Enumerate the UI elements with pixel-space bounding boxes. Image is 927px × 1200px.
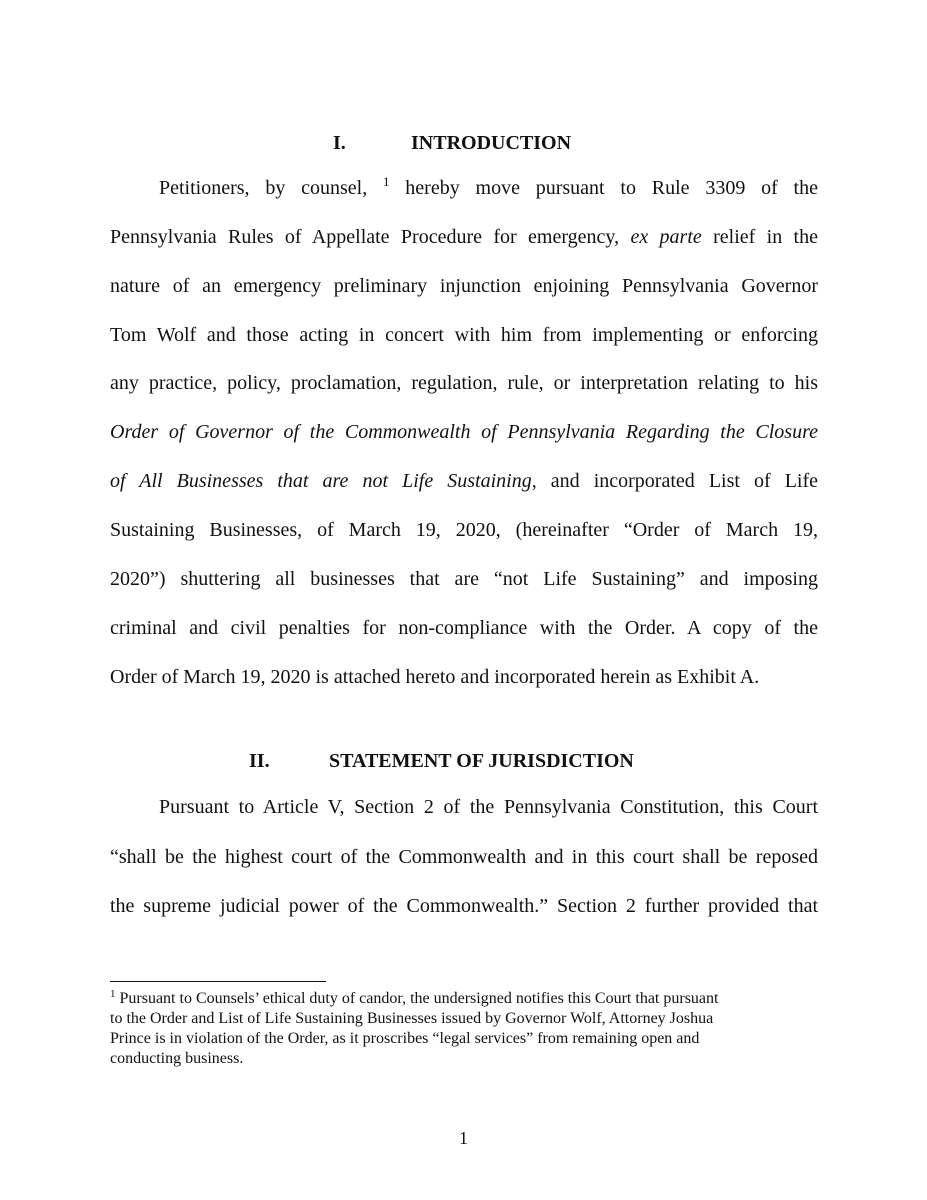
text-run: relief in the <box>701 226 818 248</box>
body-line <box>110 224 818 250</box>
text-run: hereby move pursuant to Rule 3309 of the <box>389 177 818 199</box>
footnote-line: conducting business. <box>110 1050 244 1067</box>
italic-text: ex parte <box>630 226 702 248</box>
body-line: Tom Wolf and those acting in concert with him from implementing or enforcing <box>110 324 818 346</box>
footnote-separator <box>110 981 326 982</box>
footnote-mark: 1 <box>110 988 116 1000</box>
section-title: STATEMENT OF JURISDICTION <box>329 750 634 772</box>
italic-text: Order of Governor of the Commonwealth of Pennsylvania Regarding the Closure <box>110 421 818 443</box>
body-line <box>159 175 818 201</box>
body-line <box>110 419 818 445</box>
text-run: Petitioners, by counsel, <box>159 177 384 199</box>
text-run: Pennsylvania Rules of Appellate Procedure for emergency, <box>110 226 631 248</box>
footnote-text: Pursuant to Counsels’ ethical duty of candor, the undersigned notifies this Court that pursuant <box>115 990 719 1007</box>
section-title: INTRODUCTION <box>411 132 572 154</box>
italic-text: of All Businesses that are not Life Sustaining <box>110 470 532 492</box>
body-line: Pursuant to Article V, Section 2 of the Pennsylvania Constitution, this Court <box>159 796 818 818</box>
footnote-reference: 1 <box>383 174 390 189</box>
footnote-line <box>110 989 820 1009</box>
page-number: 1 <box>459 1128 468 1148</box>
section-number: II. <box>249 750 270 772</box>
body-line: nature of an emergency preliminary injunction enjoining Pennsylvania Governor <box>110 275 818 297</box>
footnote-line: Prince is in violation of the Order, as it proscribes “legal services” from remaining open and <box>110 1030 700 1047</box>
body-line: criminal and civil penalties for non-compliance with the Order. A copy of the <box>110 617 818 639</box>
footnote-line: to the Order and List of Life Sustaining Businesses issued by Governor Wolf, Attorney Joshua <box>110 1010 714 1027</box>
body-line: 2020”) shuttering all businesses that are “not Life Sustaining” and imposing <box>110 568 818 590</box>
body-line: Sustaining Businesses, of March 19, 2020, (hereinafter “Order of March 19, <box>110 519 818 541</box>
body-line: any practice, policy, proclamation, regulation, rule, or interpretation relating to his <box>110 372 818 394</box>
text-run: , and incorporated List of Life <box>531 470 819 492</box>
section-number: I. <box>333 132 346 154</box>
body-line: “shall be the highest court of the Commonwealth and in this court shall be reposed <box>110 846 818 868</box>
body-line: the supreme judicial power of the Commonwealth.” Section 2 further provided that <box>110 895 818 917</box>
body-line: Order of March 19, 2020 is attached hereto and incorporated herein as Exhibit A. <box>110 666 760 688</box>
body-line <box>110 468 818 494</box>
